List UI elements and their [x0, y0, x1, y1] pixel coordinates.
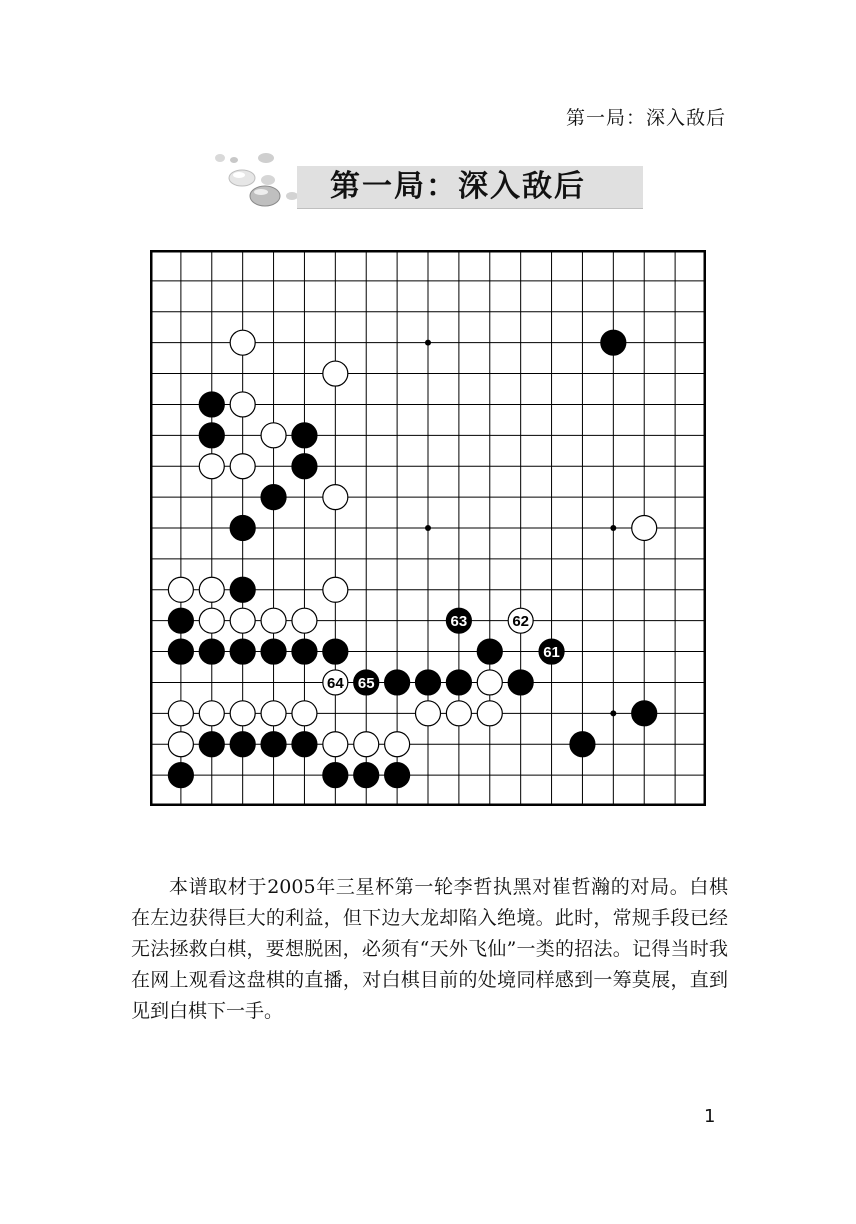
- move-number-label: 62: [512, 613, 530, 631]
- white-stone: [199, 577, 224, 602]
- white-stone: [261, 701, 286, 726]
- star-point: [610, 525, 616, 531]
- white-stone: [323, 361, 348, 386]
- running-head: 第一局：深入敌后: [565, 107, 726, 129]
- page-number: 1: [704, 1106, 716, 1127]
- white-stone: [199, 454, 224, 479]
- white-stone: [292, 701, 317, 726]
- black-stone: [292, 423, 317, 448]
- black-stone: [168, 608, 193, 633]
- black-stone: [261, 732, 286, 757]
- move-number-label: 61: [543, 644, 560, 662]
- white-stone: [230, 701, 255, 726]
- black-stone: [601, 330, 626, 355]
- black-stone: [385, 670, 410, 695]
- move-number-label: 65: [357, 674, 375, 692]
- black-stone: [199, 639, 224, 664]
- black-stone: [416, 670, 441, 695]
- go-stones-decoration-icon: [210, 150, 310, 212]
- white-stone: [385, 732, 410, 757]
- white-stone: [632, 516, 657, 541]
- white-stone: [199, 701, 224, 726]
- body-paragraph: 本谱取材于2005年三星杯第一轮李哲执黑对崔哲瀚的对局。白棋在左边获得巨大的利益，但下边大龙却陷入绝境。此时，常规手段已经无法拯救白棋，要想脱困，必须有“天外飞仙”一类的招法。记得当时我在网上观看这盘棋的直播，对白棋目前的处境同样感到一筹莫展，直到见到白棋下一手。: [131, 876, 728, 1022]
- black-stone: [508, 670, 533, 695]
- white-stone: [416, 701, 441, 726]
- white-stone: [261, 423, 286, 448]
- white-stone: [354, 732, 379, 757]
- star-point: [425, 340, 431, 346]
- chapter-title: 第一局：深入敌后: [330, 169, 586, 204]
- move-number-label: 64: [326, 674, 344, 692]
- black-stone: [199, 423, 224, 448]
- white-stone: [477, 701, 502, 726]
- white-stone: [323, 577, 348, 602]
- star-point: [425, 525, 431, 531]
- black-stone: [230, 732, 255, 757]
- black-stone: [323, 763, 348, 788]
- white-stone: [168, 732, 193, 757]
- black-stone: [230, 577, 255, 602]
- star-point: [610, 710, 616, 716]
- black-stone: [261, 639, 286, 664]
- white-stone: [323, 732, 348, 757]
- black-stone: [230, 639, 255, 664]
- black-stone: [199, 732, 224, 757]
- white-stone: [230, 608, 255, 633]
- black-stone: [168, 763, 193, 788]
- black-stone: [354, 763, 379, 788]
- black-stone: [446, 670, 471, 695]
- black-stone: [323, 639, 348, 664]
- black-stone: [570, 732, 595, 757]
- white-stone: [199, 608, 224, 633]
- white-stone: [168, 577, 193, 602]
- black-stone: [292, 732, 317, 757]
- white-stone: [168, 701, 193, 726]
- black-stone: [292, 454, 317, 479]
- black-stone: [199, 392, 224, 417]
- move-number-label: 63: [450, 613, 468, 631]
- black-stone: [168, 639, 193, 664]
- black-stone: [632, 701, 657, 726]
- black-stone: [230, 516, 255, 541]
- white-stone: [230, 392, 255, 417]
- white-stone: [261, 608, 286, 633]
- black-stone: [261, 485, 286, 510]
- white-stone: [446, 701, 471, 726]
- white-stone: [292, 608, 317, 633]
- white-stone: [323, 485, 348, 510]
- black-stone: [477, 639, 502, 664]
- white-stone: [230, 454, 255, 479]
- black-stone: [385, 763, 410, 788]
- white-stone: [477, 670, 502, 695]
- go-board-diagram: [150, 250, 706, 806]
- black-stone: [292, 639, 317, 664]
- white-stone: [230, 330, 255, 355]
